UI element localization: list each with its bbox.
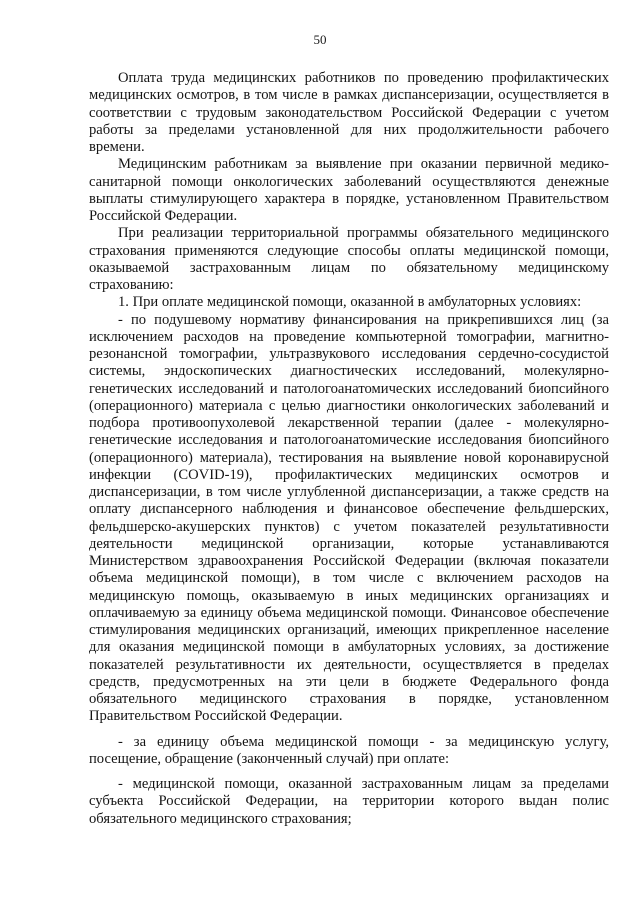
paragraph-outpatient-heading: 1. При оплате медицинской помощи, оказанной в амбулаторных условиях: [118,294,582,311]
page-number: 50 [313,32,327,47]
paragraph-oncology-bonus: Медицинским работникам за выявление при оказании первичной медико-санитарной помощи онкологических заболеваний осуществляются денежные выплаты стимулирующего характера в порядке, установленном Правительством Российской Федерации. [89,156,609,224]
paragraph-labor-payment: Оплата труда медицинских работников по проведению профилактических медицинских осмотров, в том числе в рамках диспансеризации, осуществляется в соответствии с трудовым законодательством Российской Федерации с учетом работы за пределами установленной для них продолжительности рабочего времени. [89,70,609,155]
paragraph-per-capita: - по подушевому нормативу финансирования на прикрепившихся лиц (за исключением расходов на проведение компьютерной томографии, магнитно-резонансной томографии, ультразвукового исследования сердечно-сосудистой системы, эндоскопических диагностических исследований, молекулярно-генетических исследований и патологоанатомических исследований биопсийного (операционного) материала с целью диагностики онкологических заболеваний и подбора противоопухолевой лекарственной терапии (далее - молекулярно-генетические исследования и патологоанатомические исследования биопсийного (операционного) материала), тестирования на выявление новой коронавирусной инфекции (COVID-19), профилактических медицинских осмотров и диспансеризации, в том числе углубленной диспансеризации, а также средств на оплату диспансерного наблюдения и финансовое обеспечение фельдшерских, фельдшерско-акушерских пунктов) с учетом показателей результативности деятельности медицинской организации, которые устанавливаются Министерством здравоохранения Российской Федерации (включая показатели объема медицинской помощи), в том числе с включением расходов на медицинскую помощь, оказываемую в иных медицинских организациях и оплачиваемую за единицу объема медицинской помощи. Финансовое обеспечение стимулирования медицинских организаций, имеющих прикрепленное население для оказания медицинской помощи в амбулаторных условиях, за достижение показателей результативности их деятельности, осуществляется в пределах средств, предусмотренных на эти цели в бюджете Федерального фонда обязательного медицинского страхования в порядке, установленном Правительством Российской Федерации. [89,311,609,725]
paragraph-per-unit: - за единицу объема медицинской помощи - за медицинскую услугу, посещение, обращение (законченный случай) при оплате: [89,733,609,767]
document-body [89,70,609,828]
paragraph-out-of-region: - медицинской помощи, оказанной застрахованным лицам за пределами субъекта Российской Федерации, на территории которого выдан полис обязательного медицинского страхования; [89,776,609,827]
paragraph-payment-methods: При реализации территориальной программы обязательного медицинского страхования применяются следующие способы оплаты медицинской помощи, оказываемой застрахованным лицам по обязательному медицинскому страхованию: [89,225,609,293]
